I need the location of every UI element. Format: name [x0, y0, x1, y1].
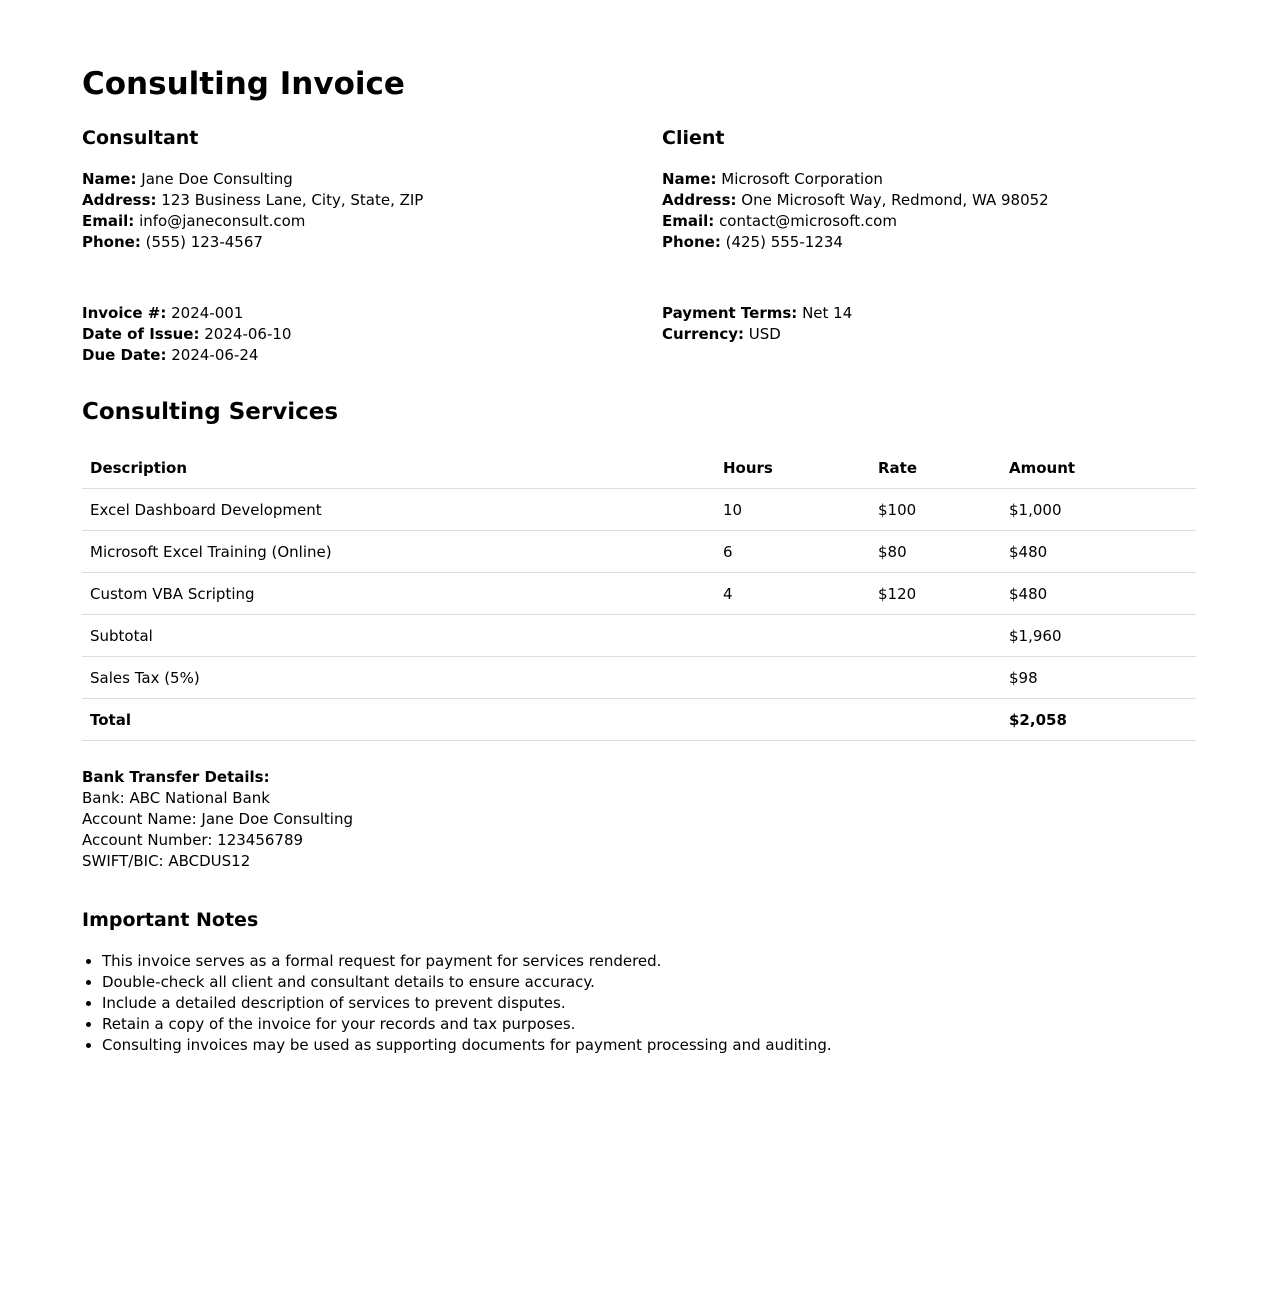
item-amount: $1,000	[1001, 489, 1196, 531]
consultant-name	[82, 169, 622, 190]
client-name	[662, 169, 1202, 190]
client-email-value: contact@microsoft.com	[719, 212, 897, 230]
client-section	[662, 126, 1202, 253]
column-header-amount: Amount	[1001, 447, 1196, 489]
total-amount: $2,058	[1001, 699, 1196, 741]
client-name-value: Microsoft Corporation	[721, 170, 883, 188]
table-row	[82, 573, 1196, 615]
invoice-number-label: Invoice #:	[82, 304, 167, 322]
total-label: Total	[82, 699, 715, 741]
item-rate: $120	[870, 573, 1001, 615]
tax-label: Sales Tax (5%)	[82, 657, 715, 699]
client-email	[662, 211, 1202, 232]
list-item: • Retain a copy of the invoice for your records and tax purposes.	[102, 1014, 1102, 1035]
total-row	[82, 699, 1196, 741]
bank-account-name: Account Name: Jane Doe Consulting	[82, 810, 353, 828]
consultant-name-value: Jane Doe Consulting	[141, 170, 293, 188]
payment-terms-label: Payment Terms:	[662, 304, 798, 322]
client-email-label: Email:	[662, 212, 715, 230]
consultant-email-value: info@janeconsult.com	[139, 212, 306, 230]
column-header-description: Description	[82, 447, 715, 489]
services-heading: Consulting Services	[82, 399, 339, 425]
consultant-phone	[82, 232, 622, 253]
consultant-email-label: Email:	[82, 212, 135, 230]
bank-account-number: Account Number: 123456789	[82, 831, 304, 849]
item-amount: $480	[1001, 531, 1196, 573]
due-date-label: Due Date:	[82, 346, 167, 364]
empty-cell	[715, 699, 870, 741]
invoice-number	[82, 303, 622, 324]
subtotal-amount: $1,960	[1001, 615, 1196, 657]
consultant-phone-value: (555) 123-4567	[145, 233, 263, 251]
item-amount: $480	[1001, 573, 1196, 615]
client-address-value: One Microsoft Way, Redmond, WA 98052	[741, 191, 1049, 209]
payment-terms-value: Net 14	[802, 304, 853, 322]
notes-heading: Important Notes	[82, 909, 259, 931]
list-item: • Double-check all client and consultant details to ensure accuracy.	[102, 972, 1102, 993]
currency-value: USD	[748, 325, 781, 343]
list-item: • This invoice serves as a formal request for payment for services rendered.	[102, 951, 1102, 972]
consultant-address-label: Address:	[82, 191, 157, 209]
bank-details	[82, 767, 682, 872]
tax-row	[82, 657, 1196, 699]
bank-heading-text: Bank Transfer Details:	[82, 768, 270, 786]
table-header-row	[82, 447, 1196, 489]
item-description: Excel Dashboard Development	[82, 489, 715, 531]
consultant-email	[82, 211, 622, 232]
bank-heading	[82, 767, 682, 788]
empty-cell	[715, 615, 870, 657]
invoice-meta-left	[82, 303, 622, 366]
issue-date	[82, 324, 622, 345]
item-hours: 10	[715, 489, 870, 531]
client-phone-value: (425) 555-1234	[725, 233, 843, 251]
empty-cell	[870, 699, 1001, 741]
empty-cell	[870, 615, 1001, 657]
invoice-number-value: 2024-001	[171, 304, 244, 322]
services-table	[82, 447, 1196, 741]
item-rate: $80	[870, 531, 1001, 573]
client-address-label: Address:	[662, 191, 737, 209]
consultant-address	[82, 190, 622, 211]
bank-swift: SWIFT/BIC: ABCDUS12	[82, 852, 251, 870]
due-date	[82, 345, 622, 366]
due-date-value: 2024-06-24	[171, 346, 259, 364]
item-hours: 4	[715, 573, 870, 615]
item-description: Microsoft Excel Training (Online)	[82, 531, 715, 573]
consultant-heading: Consultant	[82, 127, 199, 149]
client-heading: Client	[662, 127, 725, 149]
bank-name: Bank: ABC National Bank	[82, 789, 270, 807]
currency	[662, 324, 1202, 345]
client-phone	[662, 232, 1202, 253]
invoice-meta-right	[662, 303, 1202, 345]
table-row	[82, 531, 1196, 573]
consultant-name-label: Name:	[82, 170, 137, 188]
table-row	[82, 489, 1196, 531]
tax-amount: $98	[1001, 657, 1196, 699]
client-name-label: Name:	[662, 170, 717, 188]
consultant-phone-label: Phone:	[82, 233, 141, 251]
empty-cell	[715, 657, 870, 699]
notes-list	[82, 951, 1102, 1056]
list-item: • Consulting invoices may be used as supporting documents for payment processing and auditing.	[102, 1035, 1102, 1056]
item-description: Custom VBA Scripting	[82, 573, 715, 615]
issue-date-label: Date of Issue:	[82, 325, 200, 343]
item-rate: $100	[870, 489, 1001, 531]
consultant-section	[82, 126, 622, 253]
client-phone-label: Phone:	[662, 233, 721, 251]
currency-label: Currency:	[662, 325, 745, 343]
item-hours: 6	[715, 531, 870, 573]
empty-cell	[870, 657, 1001, 699]
list-item: • Include a detailed description of services to prevent disputes.	[102, 993, 1102, 1014]
page-title: Consulting Invoice	[82, 66, 405, 102]
column-header-rate: Rate	[870, 447, 1001, 489]
subtotal-row	[82, 615, 1196, 657]
subtotal-label: Subtotal	[82, 615, 715, 657]
consultant-address-value: 123 Business Lane, City, State, ZIP	[161, 191, 424, 209]
client-address	[662, 190, 1202, 211]
payment-terms	[662, 303, 1202, 324]
issue-date-value: 2024-06-10	[204, 325, 292, 343]
column-header-hours: Hours	[715, 447, 870, 489]
